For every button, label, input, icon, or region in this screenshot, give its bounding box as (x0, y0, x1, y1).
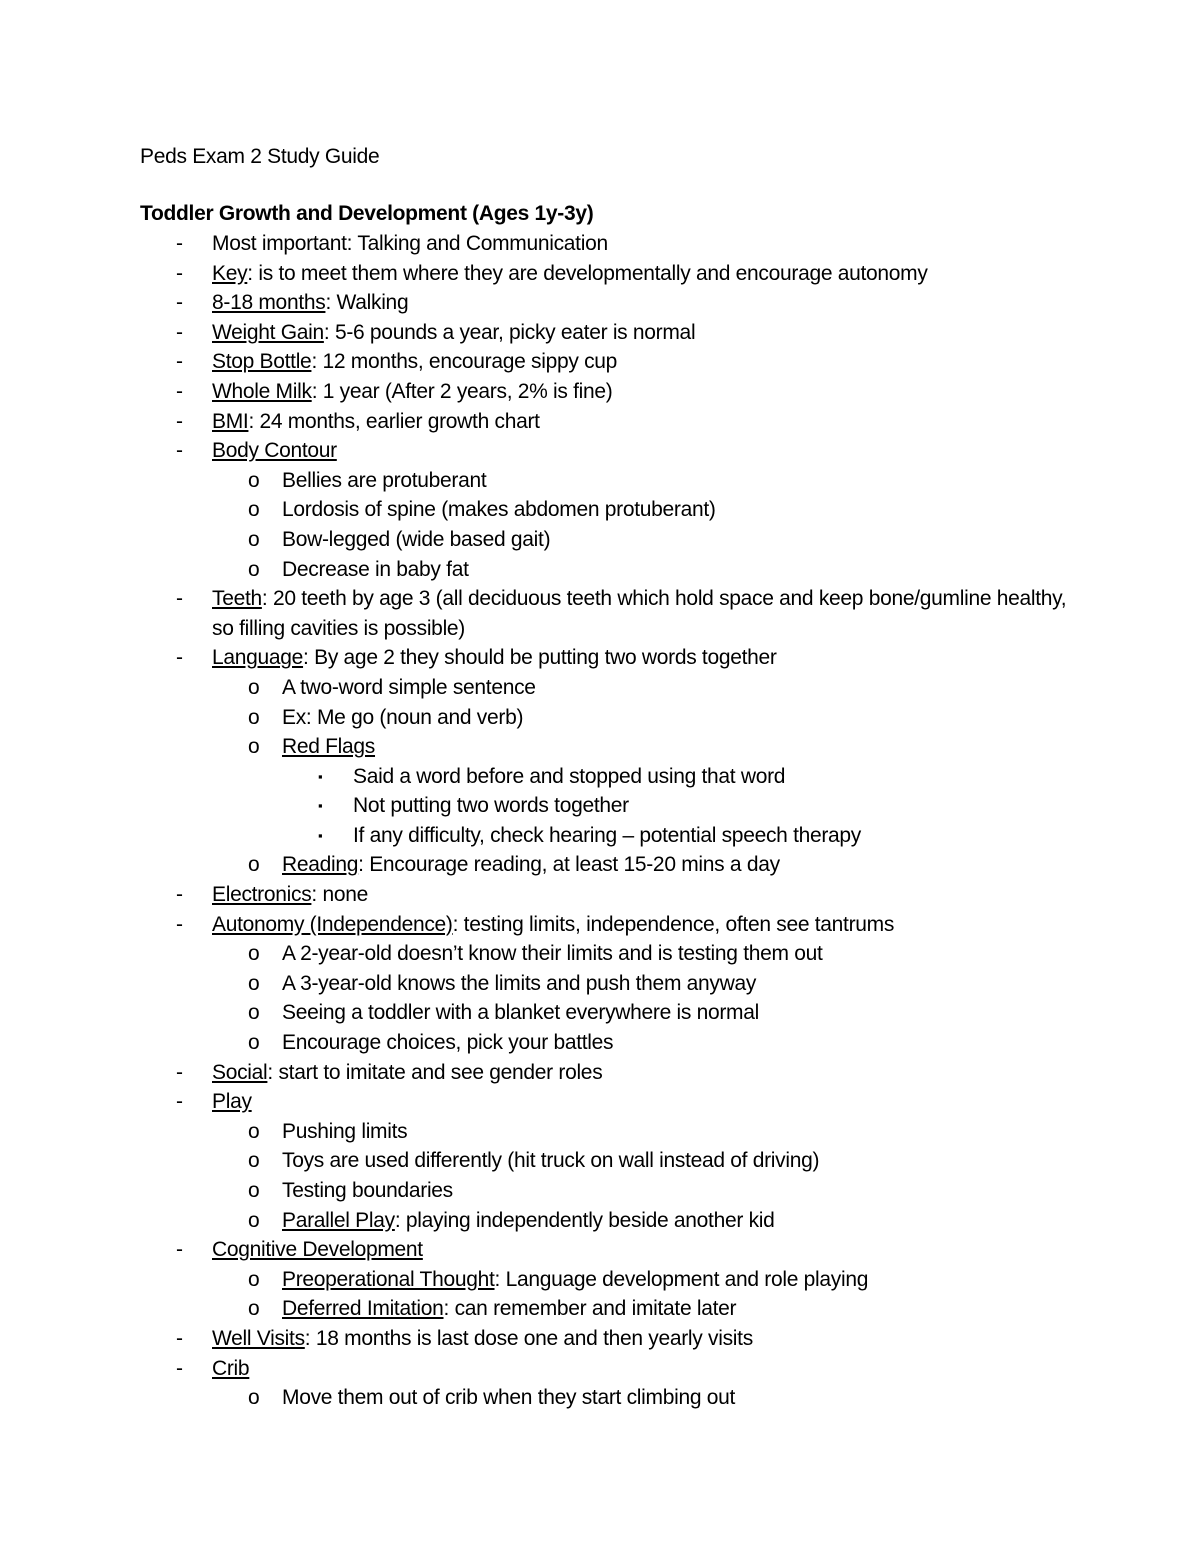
dash-bullet: - (176, 1090, 183, 1114)
outline-item-content (353, 791, 1073, 821)
item-text: : playing independently beside another kid (394, 1208, 775, 1232)
circle-bullet: o (248, 971, 260, 995)
outline-item-content (212, 1087, 1072, 1117)
item-text: Lordosis of spine (makes abdomen protuberant) (282, 498, 716, 522)
outline-item-content (212, 436, 1072, 466)
square-bullet: ▪ (318, 768, 323, 784)
term-label: Play (212, 1090, 252, 1114)
item-text: A 3-year-old knows the limits and push them anyway (282, 971, 757, 995)
outline-item-content (282, 939, 1072, 969)
outline-item-content (282, 1117, 1072, 1147)
outline-item-content (282, 495, 1072, 525)
outline-item-level-1 (0, 347, 1200, 377)
outline-item-content (282, 1383, 1072, 1413)
outline-item-level-1 (0, 880, 1200, 910)
outline-item-level-1 (0, 1324, 1200, 1354)
outline-item-content (212, 318, 1072, 348)
item-text: : Language development and role playing (494, 1267, 869, 1291)
outline-item-content (282, 969, 1072, 999)
outline-item-content (212, 880, 1072, 910)
outline-item-level-2 (0, 703, 1200, 733)
item-text: : 5-6 pounds a year, picky eater is normal (323, 320, 696, 344)
outline-item-content (212, 377, 1072, 407)
item-text: Said a word before and stopped using that word (353, 764, 786, 788)
dash-bullet: - (176, 587, 183, 611)
outline-item-content (282, 466, 1072, 496)
outline-item-level-2 (0, 1265, 1200, 1295)
item-text: Decrease in baby fat (282, 557, 469, 581)
outline-item-content (212, 643, 1072, 673)
item-text: : can remember and imitate later (443, 1297, 737, 1321)
dash-bullet: - (176, 1326, 183, 1350)
circle-bullet: o (248, 1386, 260, 1410)
outline-item-level-1 (0, 584, 1200, 643)
outline-item-content (282, 525, 1072, 555)
item-text: : Walking (325, 291, 409, 315)
outline-item-content (353, 821, 1073, 851)
dash-bullet: - (176, 291, 183, 315)
dash-bullet: - (176, 1238, 183, 1262)
dash-bullet: - (176, 1060, 183, 1084)
term-label: Reading (282, 853, 359, 877)
term-label: Cognitive Development (212, 1238, 423, 1262)
square-bullet: ▪ (318, 827, 323, 843)
item-text: Bow-legged (wide based gait) (282, 527, 551, 551)
outline-item-level-3 (0, 821, 1200, 851)
outline-item-content (353, 762, 1073, 792)
item-text: : 20 teeth by age 3 (all deciduous teeth which hold space and keep bone/gumline healthy, so filling cavities is possible) (212, 587, 1067, 640)
outline-item-level-2 (0, 1028, 1200, 1058)
outline-item-level-2 (0, 1206, 1200, 1236)
outline-item-level-1 (0, 1235, 1200, 1265)
outline-item-content (282, 1146, 1072, 1176)
outline-item-level-1 (0, 229, 1200, 259)
outline-item-content (212, 1235, 1072, 1265)
outline-item-content (212, 288, 1072, 318)
item-text: Not putting two words together (353, 794, 629, 818)
item-text: Ex: Me go (noun and verb) (282, 705, 524, 729)
term-label: Key (212, 261, 248, 285)
outline-item-content (212, 1058, 1072, 1088)
circle-bullet: o (248, 1179, 260, 1202)
term-label: Electronics (212, 883, 312, 907)
outline-item-level-3 (0, 791, 1200, 821)
term-label: Parallel Play (282, 1208, 395, 1232)
outline-item-content (282, 732, 1072, 762)
outline-item-level-3 (0, 762, 1200, 792)
outline-item-level-1 (0, 377, 1200, 407)
term-label: Red Flags (282, 735, 376, 759)
item-text: Encourage choices, pick your battles (282, 1031, 614, 1055)
term-label: Preoperational Thought (282, 1267, 495, 1291)
outline-item-level-2 (0, 466, 1200, 496)
circle-bullet: o (248, 557, 260, 581)
outline-item-content (282, 673, 1072, 703)
outline-item-level-2 (0, 850, 1200, 880)
item-text: Pushing limits (282, 1119, 408, 1143)
outline-item-level-1 (0, 1354, 1200, 1384)
term-label: Weight Gain (212, 320, 324, 344)
outline-item-level-2 (0, 969, 1200, 999)
item-text: Most important: Talking and Communication (212, 232, 608, 255)
circle-bullet: o (248, 675, 260, 699)
item-text: A 2-year-old doesn’t know their limits and is testing them out (282, 942, 823, 966)
outline-item-content (282, 1265, 1072, 1295)
outline-item-level-2 (0, 495, 1200, 525)
dash-bullet: - (176, 646, 183, 670)
circle-bullet: o (248, 1001, 260, 1025)
item-text: If any difficulty, check hearing – potential speech therapy (353, 823, 862, 847)
outline-item-level-2 (0, 998, 1200, 1028)
item-text: Bellies are protuberant (282, 468, 487, 492)
circle-bullet: o (248, 468, 260, 492)
outline-item-level-2 (0, 1383, 1200, 1413)
outline-item-level-1 (0, 1058, 1200, 1088)
circle-bullet: o (248, 1119, 260, 1143)
term-label: Language (212, 646, 304, 670)
dash-bullet: - (176, 320, 183, 344)
term-label: Autonomy (Independence) (212, 912, 453, 936)
dash-bullet: - (176, 350, 183, 374)
outline-item-level-2 (0, 525, 1200, 555)
circle-bullet: o (248, 1031, 260, 1055)
outline-item-level-2 (0, 1176, 1200, 1206)
term-label: Deferred Imitation (282, 1297, 444, 1321)
term-label: Body Contour (212, 439, 337, 463)
dash-bullet: - (176, 379, 183, 403)
outline-item-content (212, 1354, 1072, 1384)
term-label: Teeth (212, 587, 262, 611)
item-text: : 18 months is last dose one and then yearly visits (304, 1326, 753, 1350)
dash-bullet: - (176, 261, 183, 285)
document-title: Peds Exam 2 Study Guide (140, 145, 380, 168)
item-text: A two-word simple sentence (282, 675, 536, 699)
term-label: BMI (212, 409, 249, 433)
item-text: : 12 months, encourage sippy cup (311, 350, 618, 374)
item-text: : none (311, 883, 368, 907)
dash-bullet: - (176, 883, 183, 907)
item-text: : 1 year (After 2 years, 2% is fine) (311, 379, 613, 403)
outline-item-content (282, 1176, 1072, 1206)
term-label: Stop Bottle (212, 350, 312, 374)
circle-bullet: o (248, 942, 260, 966)
item-text: Toys are used differently (hit truck on wall instead of driving) (282, 1149, 820, 1173)
circle-bullet: o (248, 735, 260, 759)
circle-bullet: o (248, 705, 260, 729)
outline-item-content (282, 1206, 1072, 1236)
outline-item-level-1 (0, 259, 1200, 289)
outline-item-content (282, 850, 1072, 880)
item-text: Move them out of crib when they start climbing out (282, 1386, 736, 1410)
dash-bullet: - (176, 439, 183, 463)
outline-item-content (282, 703, 1072, 733)
term-label: Social (212, 1060, 268, 1084)
outline-item-content (212, 347, 1072, 377)
outline-item-content (212, 229, 1072, 259)
circle-bullet: o (248, 853, 260, 877)
outline-item-level-2 (0, 555, 1200, 585)
outline-item-level-1 (0, 910, 1200, 940)
section-heading: Toddler Growth and Development (Ages 1y-3y) (140, 202, 594, 225)
outline-item-content (212, 910, 1072, 940)
outline-item-content (282, 998, 1072, 1028)
item-text: : start to imitate and see gender roles (267, 1060, 603, 1084)
square-bullet: ▪ (318, 798, 323, 814)
outline-item-level-2 (0, 1146, 1200, 1176)
circle-bullet: o (248, 527, 260, 551)
outline-item-level-1 (0, 643, 1200, 673)
outline-item-content (212, 1324, 1072, 1354)
outline-item-level-2 (0, 1117, 1200, 1147)
outline-item-level-2 (0, 1294, 1200, 1324)
dash-bullet: - (176, 409, 183, 433)
item-text: : By age 2 they should be putting two words together (303, 646, 777, 670)
item-text: Testing boundaries (282, 1179, 453, 1202)
outline-list (0, 229, 1200, 1413)
term-label: Whole Milk (212, 379, 312, 403)
circle-bullet: o (248, 1297, 260, 1321)
outline-item-level-2 (0, 673, 1200, 703)
outline-item-level-1 (0, 1087, 1200, 1117)
item-text: : testing limits, independence, often see tantrums (452, 912, 895, 936)
outline-item-content (212, 259, 1072, 289)
outline-item-content (282, 1028, 1072, 1058)
outline-item-content (282, 1294, 1072, 1324)
outline-item-level-1 (0, 407, 1200, 437)
item-text: Seeing a toddler with a blanket everywhere is normal (282, 1001, 759, 1025)
item-text: : Encourage reading, at least 15-20 mins a day (358, 853, 780, 877)
item-text: : is to meet them where they are developmentally and encourage autonomy (247, 261, 928, 285)
dash-bullet: - (176, 912, 183, 936)
outline-item-level-1 (0, 288, 1200, 318)
circle-bullet: o (248, 1267, 260, 1291)
outline-item-content (212, 584, 1072, 643)
outline-item-level-2 (0, 939, 1200, 969)
outline-item-level-1 (0, 436, 1200, 466)
outline-item-content (282, 555, 1072, 585)
outline-item-level-2 (0, 732, 1200, 762)
dash-bullet: - (176, 1356, 183, 1380)
item-text: : 24 months, earlier growth chart (248, 409, 540, 433)
circle-bullet: o (248, 498, 260, 522)
circle-bullet: o (248, 1149, 260, 1173)
term-label: 8-18 months (212, 291, 326, 315)
term-label: Well Visits (212, 1326, 305, 1350)
dash-bullet: - (176, 232, 183, 255)
outline-item-level-1 (0, 318, 1200, 348)
outline-item-content (212, 407, 1072, 437)
circle-bullet: o (248, 1208, 260, 1232)
term-label: Crib (212, 1356, 250, 1380)
